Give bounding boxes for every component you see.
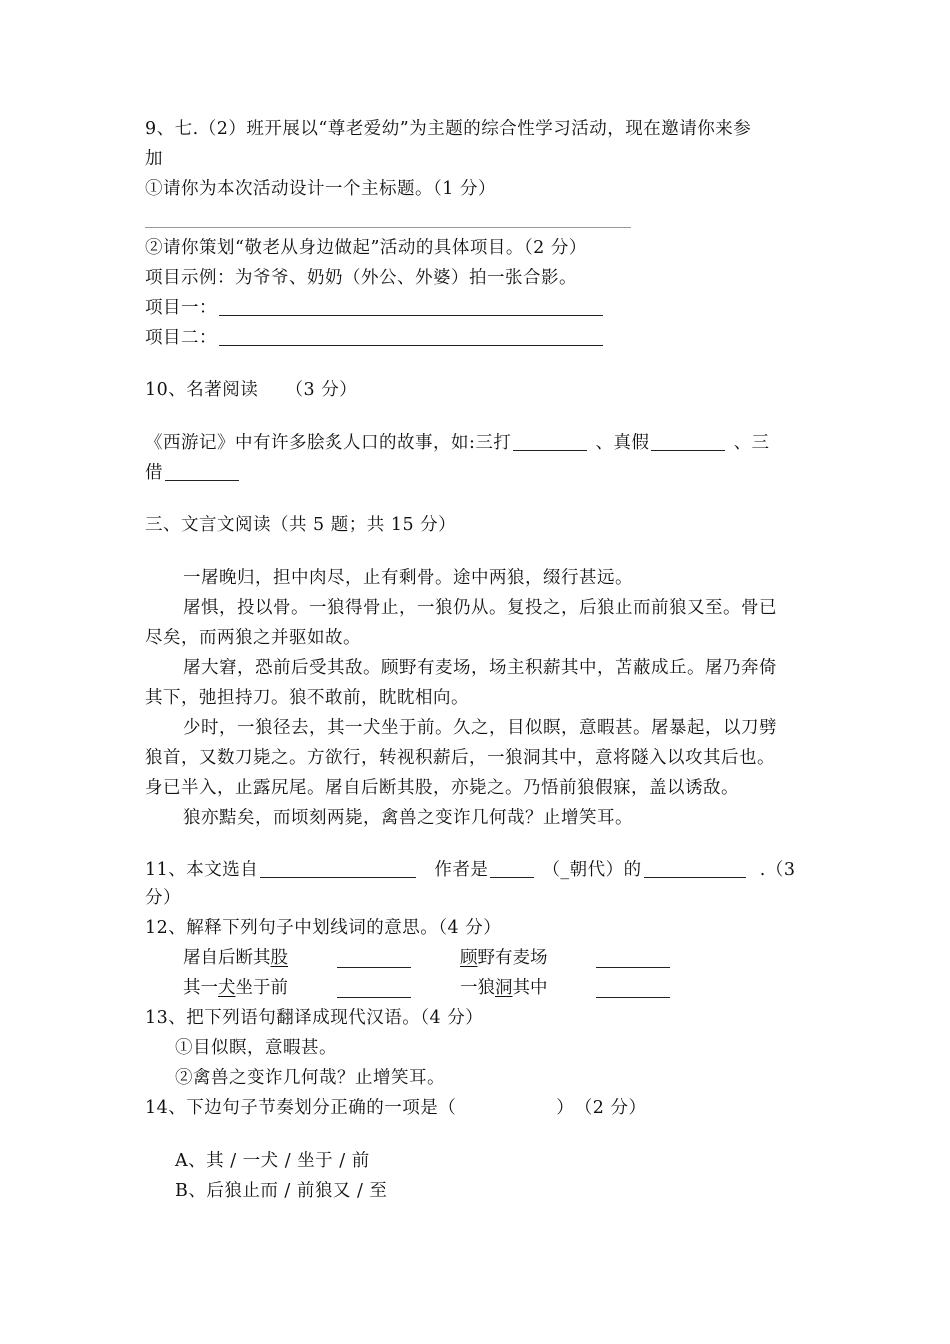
passage-line: 屠大窘，恐前后受其敌。顾野有麦场，场主积薪其中，苫蔽成丘。屠乃奔倚 xyxy=(183,658,777,678)
q11-text-b: 作者是 xyxy=(434,860,489,880)
q9-example: 项目示例：为爷爷、奶奶（外公、外婆）拍一张合影。 xyxy=(145,268,577,288)
q9-item1-blank[interactable] xyxy=(219,295,603,316)
passage-line: 少时，一狼径去，其一犬坐于前。久之，目似瞑，意暇甚。屠暴起，以刀劈 xyxy=(183,718,777,738)
q14-option-b[interactable]: B、后狼止而 / 前狼又 / 至 xyxy=(175,1181,388,1201)
q12-r1c2-underlined: 顾 xyxy=(460,948,478,968)
q9-sub2: ②请你策划“敬老从身边做起”活动的具体项目。（2 分） xyxy=(145,238,587,258)
q12-r2c2-blank[interactable] xyxy=(596,977,670,998)
q9-line2: 加 xyxy=(145,149,163,169)
q12-r2c2-underlined: 洞 xyxy=(495,978,513,998)
q13-sentence-1: ①目似瞑，意暇甚。 xyxy=(175,1038,337,1058)
q12-r2c2-text-pre: 一狼 xyxy=(460,978,495,998)
q10-blank-1[interactable] xyxy=(513,430,587,451)
q14-score: ） （2 分） xyxy=(556,1098,647,1118)
passage-line: 其下，弛担持刀。狼不敢前，眈眈相向。 xyxy=(145,688,469,708)
q9-item1-label: 项目一： xyxy=(145,298,217,318)
q12-row2-col1 xyxy=(183,973,288,1003)
q11-line1 xyxy=(145,855,795,885)
q11-line2: 分） xyxy=(145,888,181,908)
q11-blank-identity[interactable] xyxy=(644,857,746,878)
passage-line: 狼亦黠矣，而顷刻两毙，禽兽之变诈几何哉？止增笑耳。 xyxy=(183,808,633,828)
q10-text-d: 借 xyxy=(145,463,163,483)
q10-blank-3[interactable] xyxy=(165,460,239,481)
q11-blank-author[interactable] xyxy=(490,857,534,878)
q12-r2c2-text-post: 其中 xyxy=(512,978,548,998)
q13-title: 13、把下列语句翻译成现代汉语。（4 分） xyxy=(145,1008,484,1028)
q12-r1c2-text: 野有麦场 xyxy=(477,948,548,968)
passage-line: 屠惧，投以骨。一狼得骨止，一狼仍从。复投之，后狼止而前狼又至。骨已 xyxy=(183,598,777,618)
q10-text-b: 、真假 xyxy=(595,433,650,453)
q11-blank-source[interactable] xyxy=(260,857,416,878)
q12-row2-col2 xyxy=(460,973,548,1003)
q12-row1-col2 xyxy=(460,943,548,973)
passage-line: 狼首，又数刀毙之。方欲行，转视积薪后，一狼洞其中，意将隧入以攻其后也。 xyxy=(145,748,775,768)
q10-text-a: 《西游记》中有许多脍炙人口的故事，如:三打 xyxy=(145,433,512,453)
q10-blank-2[interactable] xyxy=(651,430,725,451)
q12-title: 12、解释下列句子中划线词的意思。（4 分） xyxy=(145,918,502,938)
passage-line: 身已半入，止露尻尾。屠自后断其股，亦毙之。乃悟前狼假寐，盖以诱敌。 xyxy=(145,778,739,798)
passage-line: 尽矣，而两狼之并驱如故。 xyxy=(145,628,361,648)
q12-r2c1-underlined: 犬 xyxy=(218,978,236,998)
q9-sub1: ①请你为本次活动设计一个主标题。（1 分） xyxy=(145,179,496,199)
q9-item1 xyxy=(145,293,605,323)
q10-title: 10、名著阅读 （3 分） xyxy=(145,380,358,400)
q10-line1 xyxy=(145,428,770,458)
q12-r2c1-text-post: 坐于前 xyxy=(235,978,288,998)
q14-title xyxy=(145,1093,646,1123)
q11-text-c: （_朝代）的 xyxy=(542,860,642,880)
q11-text-d: .（3 xyxy=(759,860,796,880)
q9-item2-blank[interactable] xyxy=(219,325,603,346)
q11-text-a: 11、本文选自 xyxy=(145,860,259,880)
q12-r2c1-blank[interactable] xyxy=(337,977,411,998)
q12-r1c1-blank[interactable] xyxy=(337,947,411,968)
q9-item2-label: 项目二： xyxy=(145,328,217,348)
q12-r2c1-text-pre: 其一 xyxy=(183,978,218,998)
passage-line: 一屠晚归，担中肉尽，止有剩骨。途中两狼，缀行甚远。 xyxy=(183,568,633,588)
q13-sentence-2: ②禽兽之变诈几何哉？止增笑耳。 xyxy=(175,1068,445,1088)
q14-title-text: 14、下边句子节奏划分正确的一项是（ xyxy=(145,1098,457,1118)
q12-r1c1-text: 屠自后断其 xyxy=(183,948,271,968)
q9-line1: 9、七.（2）班开展以“尊老爱幼”为主题的综合性学习活动，现在邀请你来参 xyxy=(145,119,752,139)
q9-title-answer-line[interactable] xyxy=(145,227,631,228)
q14-option-a[interactable]: A、其 / 一犬 / 坐于 / 前 xyxy=(175,1151,370,1171)
q12-r1c1-underlined: 股 xyxy=(270,948,288,968)
q9-item2 xyxy=(145,323,605,353)
q10-line2 xyxy=(145,458,241,488)
q12-row1-col1 xyxy=(183,943,288,973)
section3-title: 三、文言文阅读（共 5 题；共 15 分） xyxy=(145,515,457,535)
q10-text-c: 、三 xyxy=(733,433,770,453)
q12-r1c2-blank[interactable] xyxy=(596,947,670,968)
